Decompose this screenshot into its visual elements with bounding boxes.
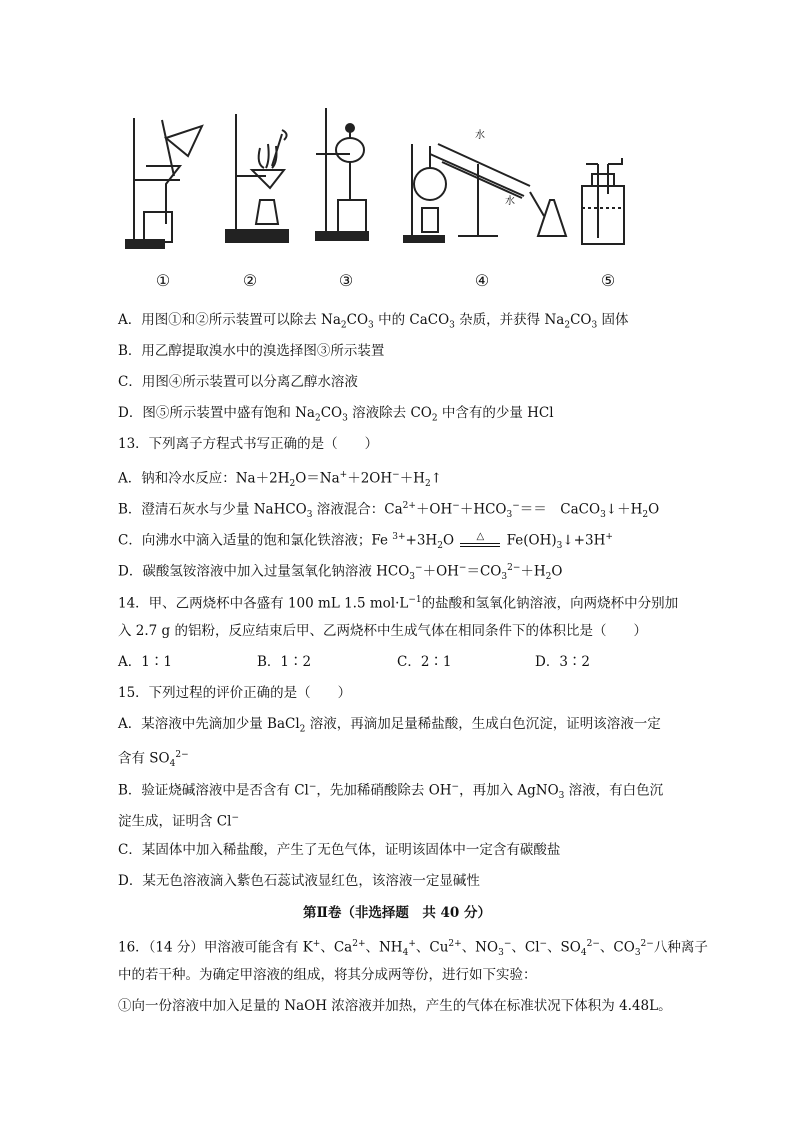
q16-line2: 中的若干种。为确定甲溶液的组成，将其分成两等份，进行如下实验：	[118, 967, 537, 983]
q14-option-d: D．3∶2	[535, 654, 591, 670]
part2-heading: 第Ⅱ卷（非选择题 共 40 分）	[302, 905, 492, 921]
water-label-bottom: 水	[505, 196, 515, 207]
q13-option-b: B．澄清石灰水与少量 NaHCO$_3$ 溶液混合：$Ca^{2+}+OH^-+HCO_3^-==$ $CaCO_3↓+H_2O$	[118, 501, 660, 521]
heating-arrow: △	[458, 531, 502, 553]
figure-label-3: ③	[338, 271, 354, 290]
apparatus-5-gas-washing-bottle	[582, 158, 624, 244]
apparatus-3-separatory-funnel	[316, 108, 368, 240]
q13-option-a: A．钠和冷水反应：$Na+2H_2O=Na^++2OH^-+H_2↑$	[118, 470, 443, 490]
figure-label-1: ①	[155, 271, 171, 290]
water-label-top: 水	[475, 130, 485, 141]
q15-option-c: C．某固体中加入稀盐酸，产生了无色气体，证明该固体中一定含有碳酸盐	[118, 842, 561, 858]
figure-label-5: ⑤	[600, 271, 616, 290]
q12-option-a: A．用图①和②所示装置可以除去 $Na_2CO_3$ 中的 CaCO$_3$ 杂质，并获得 $Na_2CO_3$ 固体	[118, 312, 629, 331]
figure-label-2: ②	[242, 271, 258, 290]
apparatus-4-distillation	[404, 144, 566, 242]
q13-option-c: C．向沸水中滴入适量的饱和氯化铁溶液；Fe $^{3+}+3H_2O$ △ $Fe(OH)_3↓+3H^+$	[118, 530, 613, 552]
q14-option-a: A．1∶1	[118, 654, 172, 670]
q15-option-a-line1: A．某溶液中先滴加少量 BaCl$_2$ 溶液，再滴加足量稀盐酸，生成白色沉淀，证明该溶液一定	[118, 716, 661, 735]
q15-option-a-line2: 含有 $SO_4^{2-}$	[118, 750, 189, 770]
q15-option-d: D．某无色溶液滴入紫色石蕊试液显红色，该溶液一定显碱性	[118, 873, 480, 889]
figure-label-4: ④	[474, 271, 490, 290]
q14-option-c: C．2∶1	[397, 654, 452, 670]
q12-option-c: C．用图④所示装置可以分离乙醇水溶液	[118, 374, 358, 390]
q16-line3: ①向一份溶液中加入足量的 NaOH 浓溶液并加热，产生的气体在标准状况下体积为 4.48L。	[118, 998, 672, 1014]
q13-stem: 13．下列离子方程式书写正确的是（ ）	[118, 436, 379, 452]
apparatus-figure	[118, 104, 638, 294]
q14-stem-line2: 入 2.7 g 的铝粉，反应结束后甲、乙两烧杯中生成气体在相同条件下的体积比是（ ）	[118, 623, 647, 639]
q15-option-b-line1: B．验证烧碱溶液中是否含有 Cl−，先加稀硝酸除去 OH−，再加入 AgNO$_3$ 溶液，有白色沉	[118, 782, 664, 802]
q14-stem-line1: 14．甲、乙两烧杯中各盛有 100 mL 1.5 $mol\cdot L^{-1}$的盐酸和氢氧化钠溶液，向两烧杯中分别加	[118, 595, 679, 612]
q14-option-b: B．1∶2	[257, 654, 312, 670]
q16-line1: 16．（14 分）甲溶液可能含有 K+、$Ca^{2+}$、$NH_4^+$、$Cu^{2+}$、$NO_3^-$、Cl−、$SO_4^{2-}$、$CO_3^{2-}$八种离子	[118, 939, 708, 959]
apparatus-1-filtration	[126, 118, 202, 248]
q15-option-b-line2: 淀生成，证明含 Cl−	[118, 813, 239, 830]
q13-option-d: D．碳酸氢铵溶液中加入过量氢氧化钠溶液 $HCO_3^-+OH^-=CO_3^{2-}+H_2O$	[118, 563, 563, 583]
q12-option-d: D．图⑤所示装置中盛有饱和 $Na_2CO_3$ 溶液除去 $CO_2$ 中含有的少量 HCl	[118, 405, 554, 424]
apparatus-2-evaporation	[226, 114, 288, 242]
q15-stem: 15．下列过程的评价正确的是（ ）	[118, 685, 352, 701]
q12-option-b: B．用乙醇提取溴水中的溴选择图③所示装置	[118, 343, 385, 359]
